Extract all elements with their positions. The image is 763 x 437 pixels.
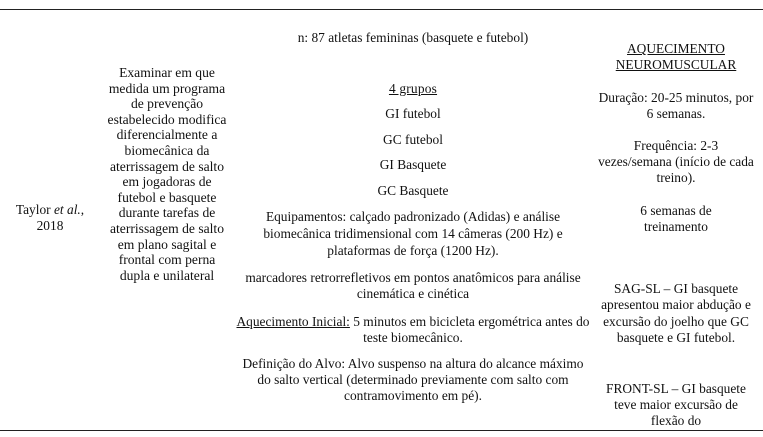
duration-text: Duração: 20-25 minutos, por 6 semanas. xyxy=(598,90,754,121)
author-cell xyxy=(0,202,100,233)
author-surname: Taylor xyxy=(15,202,54,217)
author-etal: et al. xyxy=(53,202,81,217)
group-item: GC futebol xyxy=(383,132,443,147)
target-text xyxy=(236,356,590,403)
group-item: GC Basquete xyxy=(377,183,449,198)
author-name xyxy=(0,202,100,218)
author-year: 2018 xyxy=(36,217,64,233)
objective-cell xyxy=(104,65,230,283)
group-item: GI Basquete xyxy=(379,157,447,172)
methods-cell xyxy=(236,0,590,437)
weeks-text: 6 semanas de treinamento xyxy=(640,203,712,234)
target-description: Alvo suspenso na altura do alcance máximo do salto vertical (determinado previamente com salto com contramovimento em pé). xyxy=(257,356,584,403)
author-comma: , xyxy=(80,202,85,217)
markers-text: marcadores retrorrefletivos em pontos anatômicos para análise cinemática e cinética xyxy=(245,270,581,301)
intervention-cell xyxy=(596,0,756,437)
warmup-description: 5 minutos em bicicleta ergométrica antes do teste biomecânico. xyxy=(349,314,590,345)
intervention-title: AQUECIMENTO NEUROMUSCULAR xyxy=(615,41,737,73)
target-label: Definição do Alvo: xyxy=(242,356,346,371)
warmup-label: Aquecimento Inicial: xyxy=(236,314,350,329)
objective-text: Examinar em que medida um programa de prevenção estabelecido modifica diferencialmente a biomecânica da aterrissagem de salto em jogadoras de futebol e basquete durante tarefas de aterrissagem de salto em plano sagital e frontal com perna dupla e unilateral xyxy=(107,65,227,283)
equipment-text: Equipamentos: calçado padronizado (Adidas) e análise biomecânica tridimensional com 14 câmeras (200 Hz) e plataformas de força (1200 Hz). xyxy=(263,209,563,258)
group-item: GI futebol xyxy=(385,106,441,121)
warmup-text xyxy=(236,314,590,346)
frequency-text: Frequência: 2-3 vezes/semana (início de cada treino). xyxy=(598,138,754,185)
groups-title: 4 grupos xyxy=(388,81,438,96)
sample-text: n: 87 atletas femininas (basquete e futebol) xyxy=(297,30,529,45)
result-front-sl: FRONT-SL – GI basquete teve maior excursão de flexão do xyxy=(606,381,746,428)
result-sag-sl: SAG-SL – GI basquete apresentou maior abdução e excursão do joelho que GC basquete e GI futebol. xyxy=(601,281,751,346)
